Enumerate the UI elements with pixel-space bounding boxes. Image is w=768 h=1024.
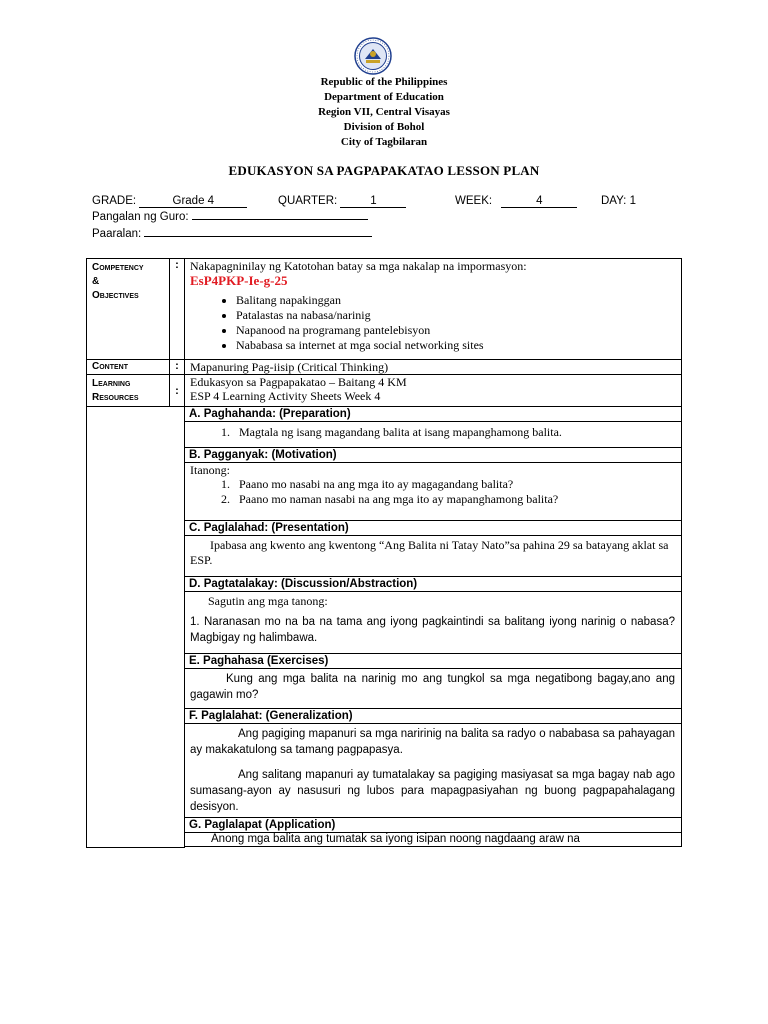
resources-label-line: Resources xyxy=(92,392,139,403)
lesson-plan-title: EDUKASYON SA PAGPAPAKATAO LESSON PLAN xyxy=(228,163,540,178)
teacher-label: Pangalan ng Guro: xyxy=(92,211,189,223)
competency-row xyxy=(87,259,682,360)
grade-label: GRADE: xyxy=(92,195,137,207)
section-c-title: C. Paglalahad: (Presentation) xyxy=(185,521,682,536)
section-e-title: E. Paghahasa (Exercises) xyxy=(185,654,682,669)
resources-row xyxy=(87,375,682,407)
list-item: • Napanood na programang pantelebisyon xyxy=(236,323,681,338)
section-f-paragraph-1: Ang pagiging mapanuri sa mga naririnig na balita sa radyo o nababasa sa pahayagan ay makakatulong sa tamang pagpapasya. xyxy=(190,728,675,756)
list-item: 1. Magtala ng isang magandang balita at isang mapanghamong balita. xyxy=(233,425,681,440)
section-g-title: G. Paglalapat (Application) xyxy=(185,818,682,833)
section-b-intro: Itanong: xyxy=(190,463,230,477)
competency-statement: Nakapagninilay ng Katotohan batay sa mga nakalap na impormasyon: xyxy=(190,259,527,273)
quarter-value: 1 xyxy=(340,195,406,208)
colon: : xyxy=(170,360,185,375)
section-g-body: Anong mga balita ang tumatak sa iyong isipan noong nagdaang araw na xyxy=(185,833,682,847)
list-item: • Patalastas na nabasa/narinig xyxy=(236,308,681,323)
section-f-title: F. Paglalahat: (Generalization) xyxy=(185,709,682,724)
header-line-division: Division of Bohol xyxy=(343,121,425,133)
section-d-body xyxy=(185,592,682,654)
day-value: 1 xyxy=(629,195,636,207)
header-line-city: City of Tagbilaran xyxy=(340,136,428,148)
list-item: 2. Paano mo naman nasabi na ang mga ito ay mapanghamong balita? xyxy=(233,492,681,507)
quarter-label: QUARTER: xyxy=(278,195,338,207)
competency-label-line: Competency xyxy=(92,262,144,273)
objectives-label-line: Objectives xyxy=(92,290,139,301)
header-line-region: Region VII, Central Visayas xyxy=(318,106,450,118)
grade-field xyxy=(92,195,247,208)
competency-bullets xyxy=(190,293,681,353)
quarter-field xyxy=(278,195,406,208)
content-value: Mapanuring Pag-iisip (Critical Thinking) xyxy=(185,360,682,375)
resource-line: Edukasyon sa Pagpapakatao – Baitang 4 KM xyxy=(190,375,407,389)
procedure-blank-column xyxy=(87,407,185,848)
competency-cell xyxy=(185,259,682,360)
section-b-title: B. Pagganyak: (Motivation) xyxy=(185,448,682,463)
section-e-body: Kung ang mga balita na narinig mo ang tungkol sa mga negatibong bagay,ano ang gagawin mo? xyxy=(185,669,682,709)
section-d-question: 1. Naranasan mo na ba na tama ang iyong pagkaintindi sa balitang iyong narinig o nabasa? Magbigay ng halimbawa. xyxy=(190,616,675,644)
resources-label-line: Learning xyxy=(92,378,131,389)
section-f-paragraph-2: Ang salitang mapanuri ay tumatalakay sa pagiging masiyasat sa mga bagay nab ago sumasang-ayon ay nasusuri ng lubos para mapagpasiyahan ng buong pagpapahalagang desisyon. xyxy=(190,769,675,813)
week-value: 4 xyxy=(501,195,577,208)
grade-value: Grade 4 xyxy=(139,195,247,208)
deped-seal-icon xyxy=(354,37,392,75)
school-blank[interactable] xyxy=(144,236,372,237)
resource-line: ESP 4 Learning Activity Sheets Week 4 xyxy=(190,389,381,403)
section-a-body xyxy=(185,422,682,448)
list-item: 1. Paano mo nasabi na ang mga ito ay magagandang balita? xyxy=(233,477,681,492)
colon: : xyxy=(170,375,185,407)
colon: : xyxy=(170,259,185,360)
section-d-title: D. Pagtatalakay: (Discussion/Abstraction) xyxy=(185,577,682,592)
section-a-list xyxy=(185,425,681,440)
week-field xyxy=(455,195,577,208)
section-c-body: Ipabasa ang kwento ang kwentong “Ang Balita ni Tatay Nato”sa pahina 29 sa batayang aklat sa ESP. xyxy=(185,536,682,577)
section-b-list xyxy=(190,477,681,507)
day-label: DAY: xyxy=(601,195,627,207)
section-f-body xyxy=(185,724,682,818)
week-label: WEEK: xyxy=(455,195,493,207)
list-item: • Nababasa sa internet at mga social networking sites xyxy=(236,338,681,353)
content-row xyxy=(87,360,682,375)
lesson-plan-table xyxy=(86,258,682,848)
competency-code: EsP4PKP-Ie-g-25 xyxy=(190,273,288,288)
competency-label xyxy=(87,259,170,360)
school-label: Paaralan: xyxy=(92,228,142,240)
school-field xyxy=(92,228,372,240)
content-label: Content xyxy=(87,360,170,375)
section-b-body xyxy=(185,463,682,521)
resources-label xyxy=(87,375,170,407)
section-a-title: A. Paghahanda: (Preparation) xyxy=(185,407,682,422)
document-header xyxy=(0,75,768,150)
day-field xyxy=(601,195,636,207)
list-item: • Balitang napakinggan xyxy=(236,293,681,308)
section-a-title-row xyxy=(87,407,682,422)
resources-cell xyxy=(185,375,682,407)
section-d-intro: Sagutin ang mga tanong: xyxy=(208,594,328,608)
header-line-republic: Republic of the Philippines xyxy=(320,76,448,88)
competency-label-amp: & xyxy=(92,276,100,287)
teacher-field xyxy=(92,211,368,223)
teacher-blank[interactable] xyxy=(192,219,368,220)
header-line-department: Department of Education xyxy=(324,91,444,103)
